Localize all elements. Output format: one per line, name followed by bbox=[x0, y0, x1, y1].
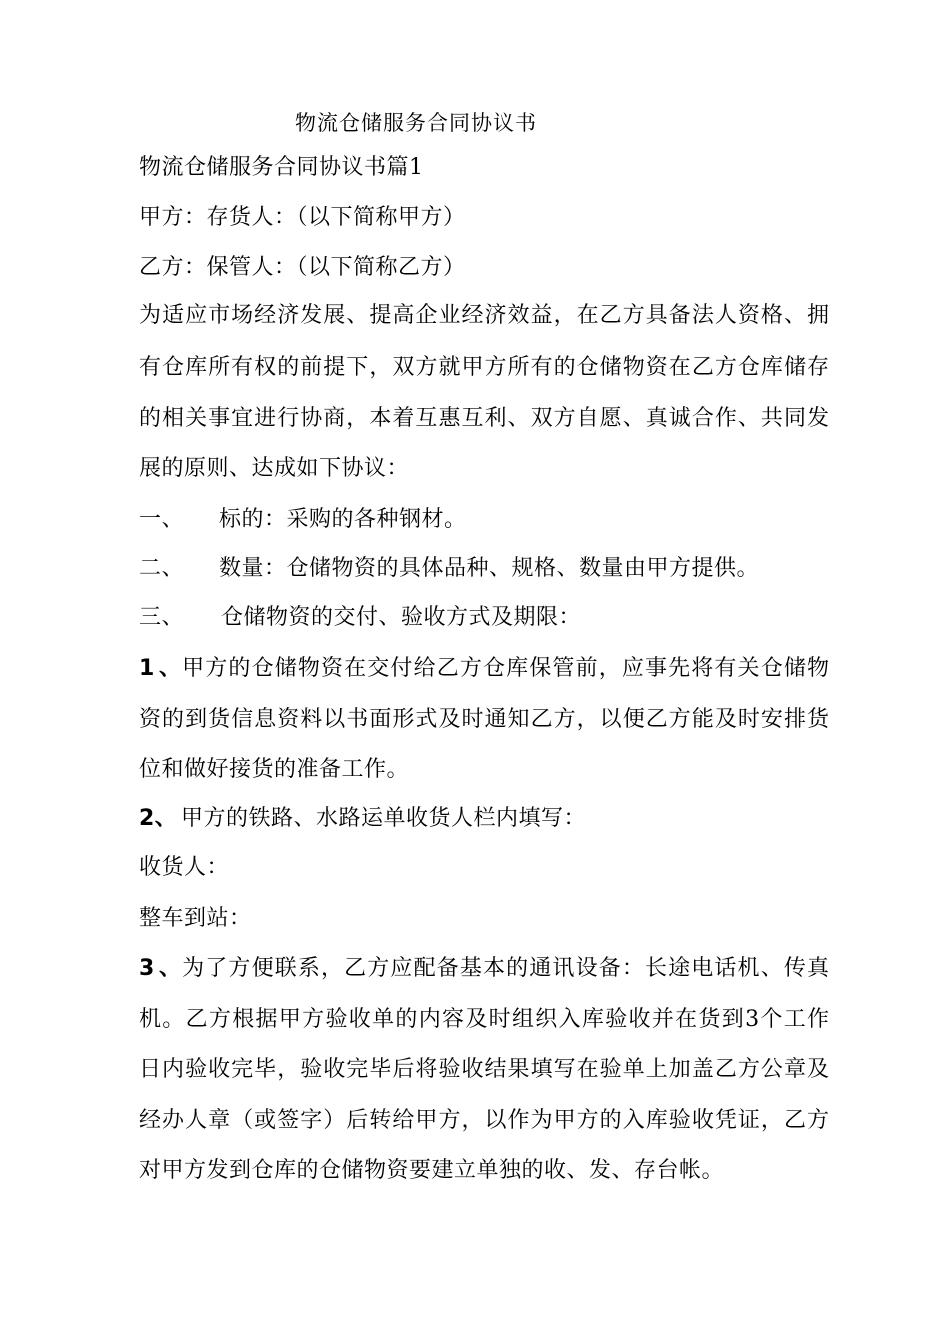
consignee-line: 收货人： bbox=[139, 855, 230, 880]
section-number: 二、 bbox=[139, 556, 185, 581]
section-one bbox=[139, 505, 467, 535]
item-number: 1、 bbox=[139, 656, 181, 681]
item-text: 为了方便联系，乙方应配备基本的通讯设备：长途电话机、传真 bbox=[181, 956, 829, 981]
item-number: 3、 bbox=[139, 956, 181, 981]
item-three-line: 经办人章（或签字）后转给甲方，以作为甲方的入库验收凭证，乙方 bbox=[139, 1108, 829, 1133]
item-three-line: 对甲方发到仓库的仓储物资要建立单独的收、发、存台帐。 bbox=[139, 1158, 725, 1183]
item-three-line: 机。乙方根据甲方验收单的内容及时组织入库验收并在货到3个工作 bbox=[139, 1007, 829, 1032]
intro-line: 的相关事宜进行协商，本着互惠互利、双方自愿、真诚合作、共同发 bbox=[139, 406, 829, 431]
item-one-first-line bbox=[139, 654, 829, 684]
section-text: 标的：采购的各种钢材。 bbox=[219, 507, 467, 532]
item-one-line: 资的到货信息资料以书面形式及时通知乙方，以便乙方能及时安排货 bbox=[139, 707, 829, 732]
item-text: 甲方的铁路、水路运单收货人栏内填写： bbox=[181, 806, 587, 831]
item-three-first-line bbox=[139, 954, 829, 984]
section-two bbox=[139, 554, 759, 584]
intro-line: 为适应市场经济发展、提高企业经济效益，在乙方具备法人资格、拥 bbox=[139, 303, 829, 328]
section-number: 三、 bbox=[139, 605, 185, 630]
item-two-line bbox=[139, 804, 586, 834]
item-one-line: 位和做好接货的准备工作。 bbox=[139, 757, 410, 782]
section-text: 数量：仓储物资的具体品种、规格、数量由甲方提供。 bbox=[219, 556, 760, 581]
party-a-line: 甲方：存货人：（以下简称甲方） bbox=[139, 205, 466, 230]
party-b-line: 乙方：保管人：（以下简称乙方） bbox=[139, 255, 466, 280]
document-title: 物流仓储服务合同协议书 bbox=[295, 111, 537, 135]
intro-line: 有仓库所有权的前提下，双方就甲方所有的仓储物资在乙方仓库储存 bbox=[139, 355, 829, 380]
intro-line: 展的原则、达成如下协议： bbox=[139, 456, 410, 481]
item-three-line: 日内验收完毕，验收完毕后将验收结果填写在验单上加盖乙方公章及 bbox=[139, 1057, 829, 1082]
section-text: 仓储物资的交付、验收方式及期限： bbox=[221, 605, 582, 630]
item-number: 2、 bbox=[139, 806, 178, 831]
document-subtitle: 物流仓储服务合同协议书篇1 bbox=[139, 155, 424, 180]
item-text: 甲方的仓储物资在交付给乙方仓库保管前，应事先将有关仓储物 bbox=[181, 656, 829, 681]
section-three bbox=[139, 603, 581, 633]
section-number: 一、 bbox=[139, 507, 185, 532]
station-line: 整车到站： bbox=[139, 906, 252, 931]
